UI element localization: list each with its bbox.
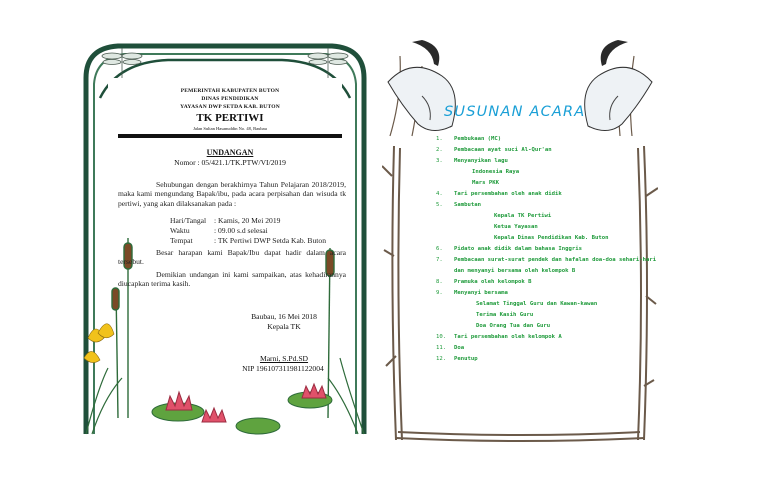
signer-position: Kepala TK: [267, 322, 301, 331]
place-date: Baubau, 16 Mei 2018: [251, 312, 317, 321]
header-line-3: YAYASAN DWP SETDA KAB. BUTON: [180, 104, 280, 110]
detail-label-date: Hari/Tangal: [170, 216, 207, 225]
program-item-number: 8.: [436, 279, 443, 285]
program-item-number: 2.: [436, 147, 443, 153]
letter-number: Nomor : 05/421.1/TK.PTW/VI/2019: [174, 158, 286, 167]
program-item: Kepala TK Pertiwi: [494, 213, 552, 219]
paragraph-closing: Demikian undangan ini kami sampaikan, atas kehadirannya diucapkan terima kasih.: [118, 270, 346, 289]
dragonfly-icon-left: [102, 48, 142, 78]
program-item: Pidato anak didik dalam bahasa Inggris: [454, 246, 582, 252]
program-title: SUSUNAN ACARA: [444, 104, 586, 120]
crane-bird-icon-right: [585, 40, 652, 131]
program-item: Pramuka oleh kelompok B: [454, 279, 532, 285]
program-item-number: 9.: [436, 290, 443, 296]
program-item: Doa: [454, 345, 465, 351]
program-item-number: 7.: [436, 257, 443, 263]
program-item: Tari persembahan oleh kelompok A: [454, 334, 562, 340]
program-item: Pembacaan ayat suci Al-Qur'an: [454, 147, 552, 153]
program-item: Pembacaan surat-surat pendek dan hafalan doa-doa sehari-hari: [454, 257, 657, 263]
program-item-number: 5.: [436, 202, 443, 208]
program-item: Menyanyi bersama: [454, 290, 508, 296]
program-item-number: 3.: [436, 158, 443, 164]
detail-value-date: : Kamis, 20 Mei 2019: [214, 216, 281, 225]
program-item-number: 4.: [436, 191, 443, 197]
program-item-number: 6.: [436, 246, 443, 252]
dragonfly-icon-right: [308, 48, 348, 78]
detail-value-place: : TK Pertiwi DWP Setda Kab. Buton: [214, 236, 327, 245]
paragraph-opening: Sehubungan dengan berakhirnya Tahun Pelajaran 2018/2019, maka kami mengundang Bapak/ibu, pada acara perpisahan dan wisuda tk pertiwi, yang akan dilaksanakan pada :: [118, 180, 346, 208]
program-item: Selamat Tinggal Guru dan Kawan-kawan: [476, 301, 598, 307]
program-item: Sambutan: [454, 202, 481, 208]
program-item-number: 10.: [436, 334, 447, 340]
header-line-1: PEMERINTAH KABUPATEN BUTON: [180, 88, 280, 94]
program-item: Ketua Yayasan: [494, 224, 538, 230]
detail-label-place: Tempat: [170, 236, 193, 245]
invitation-title: UNDANGAN: [206, 148, 254, 157]
header-line-2: DINAS PENDIDIKAN: [201, 96, 259, 102]
program-item: dan menyanyi bersama oleh kelompok B: [454, 268, 576, 274]
signer-nip: NIP 196107311981122004: [242, 364, 324, 373]
detail-value-time: : 09.00 s.d selesai: [214, 226, 268, 235]
program-item: Kepala Dinas Pendidikan Kab. Buton: [494, 235, 609, 241]
program-item: Penutup: [454, 356, 478, 362]
paragraph-hope: Besar harapan kami Bapak/Ibu dapat hadir dalam acara tersebut.: [118, 248, 346, 267]
program-item: Tari persembahan oleh anak didik: [454, 191, 562, 197]
program-item: Indonesia Raya: [472, 169, 520, 175]
program-item: Pembukaan (MC): [454, 136, 502, 142]
school-address: Jalan Sultan Hasanuddin No. 48, Baubau: [193, 126, 267, 131]
invitation-page: [78, 38, 372, 440]
program-item: Doa Orang Tua dan Guru: [476, 323, 551, 329]
program-item: Menyanyikan lagu: [454, 158, 508, 164]
program-item-number: 11.: [436, 345, 447, 351]
program-item-number: 1.: [436, 136, 443, 142]
twig-frame: [382, 36, 658, 446]
program-page: [382, 36, 658, 446]
school-name: TK PERTIWI: [196, 112, 264, 124]
program-item: Terima Kasih Guru: [476, 312, 534, 318]
detail-label-time: Waktu: [170, 226, 190, 235]
program-item: Mars PKK: [472, 180, 499, 186]
program-item-number: 12.: [436, 356, 447, 362]
signer-name: Marni, S.Pd.SD: [259, 354, 309, 363]
